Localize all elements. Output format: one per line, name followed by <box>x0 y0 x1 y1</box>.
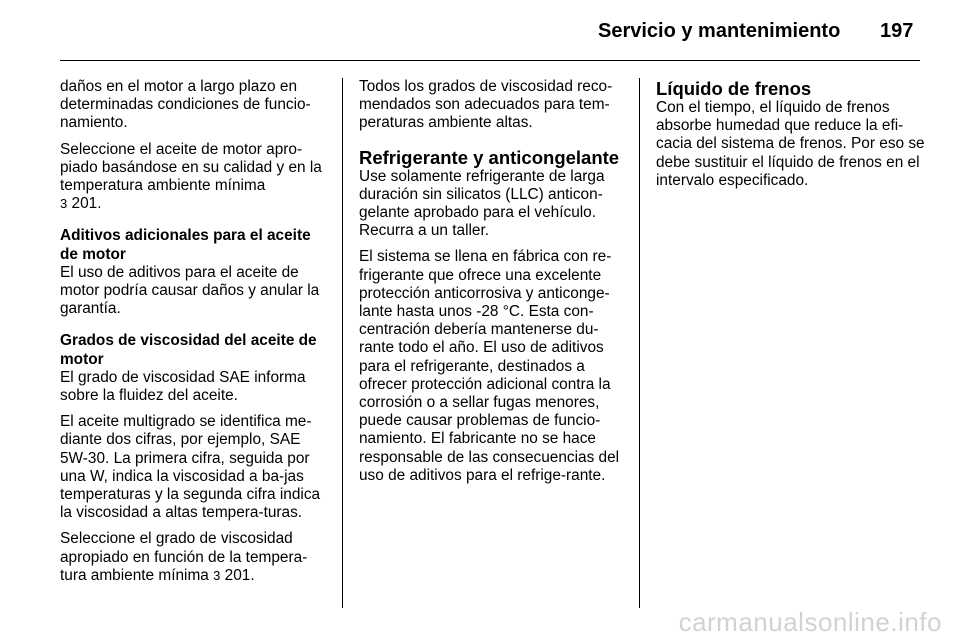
paragraph-text: Seleccione el aceite de motor apro-piado basándose en su calidad y en la temperatura ambiente mínima <box>60 140 322 195</box>
column-divider <box>639 78 640 608</box>
paragraph: El grado de viscosidad SAE informa sobre la fluidez del aceite. <box>60 368 306 405</box>
watermark: carmanualsonline.info <box>678 607 942 637</box>
paragraph: El uso de aditivos para el aceite de motor podría causar daños y anular la garantía. <box>60 263 320 318</box>
column-divider <box>342 78 343 608</box>
page-reference-link[interactable]: 201. <box>224 566 255 584</box>
paragraph: Con el tiempo, el líquido de frenos absorbe humedad que reduce la efi-cacia del sistema de frenos. Por eso se debe sustituir el líquido de frenos en el intervalo especificado. <box>656 99 925 189</box>
header-rule <box>60 60 920 61</box>
paragraph: El aceite multigrado se identifica me-diante dos cifras, por ejemplo, SAE 5W-30. La primera cifra, seguida por una W, indica la viscosidad a ba-jas temperaturas y la segunda cifra indica la viscosidad a altas tempera-turas. <box>60 413 321 522</box>
heading-viscosity-grades: Grados de viscosidad del aceite de motor <box>60 332 317 368</box>
page-reference-arrow-icon: 3 <box>60 196 68 212</box>
page-number: 197 <box>880 20 914 42</box>
paragraph: daños en el motor a largo plazo en determinadas condiciones de funcio-namiento. <box>60 78 311 132</box>
heading-coolant: Refrigerante y anticongelante <box>359 146 620 168</box>
column-2 <box>359 78 631 493</box>
section-title: Servicio y mantenimiento <box>598 20 841 42</box>
column-3 <box>656 78 926 198</box>
heading-additives: Aditivos adicionales para el aceite de motor <box>60 227 311 263</box>
paragraph: El sistema se llena en fábrica con re-frigerante que ofrece una excelente protección anticorrosiva y anticonge-lante hasta unos -28 °C. Esta con-centración debería mantenerse du-rante todo el año. El uso de aditivos para el refrigerante, destinados a ofrecer protección adicional contra la corrosión o a sellar fugas menores, puede causar problemas de funcio-namiento. El fabricante no se hace responsable de las consecuencias del uso de aditivos para el refrige-rante. <box>359 248 620 484</box>
page-reference-arrow-icon: 3 <box>213 567 221 583</box>
paragraph <box>60 141 330 214</box>
paragraph <box>60 530 330 585</box>
paragraph: Use solamente refrigerante de larga duración sin silicatos (LLC) anticon-gelante aprobado para el vehículo. Recurra a un taller. <box>359 167 605 240</box>
page-reference-link[interactable]: 201. <box>71 195 102 213</box>
paragraph-text: Seleccione el grado de viscosidad apropiado en función de la tempera-tura ambiente mínima <box>60 530 308 584</box>
column-1 <box>60 78 330 593</box>
paragraph: Todos los grados de viscosidad reco-mendados son adecuados para tem-peraturas ambiente altas. <box>359 78 613 132</box>
heading-brake-fluid: Líquido de frenos <box>656 78 812 99</box>
page-header <box>0 14 960 54</box>
